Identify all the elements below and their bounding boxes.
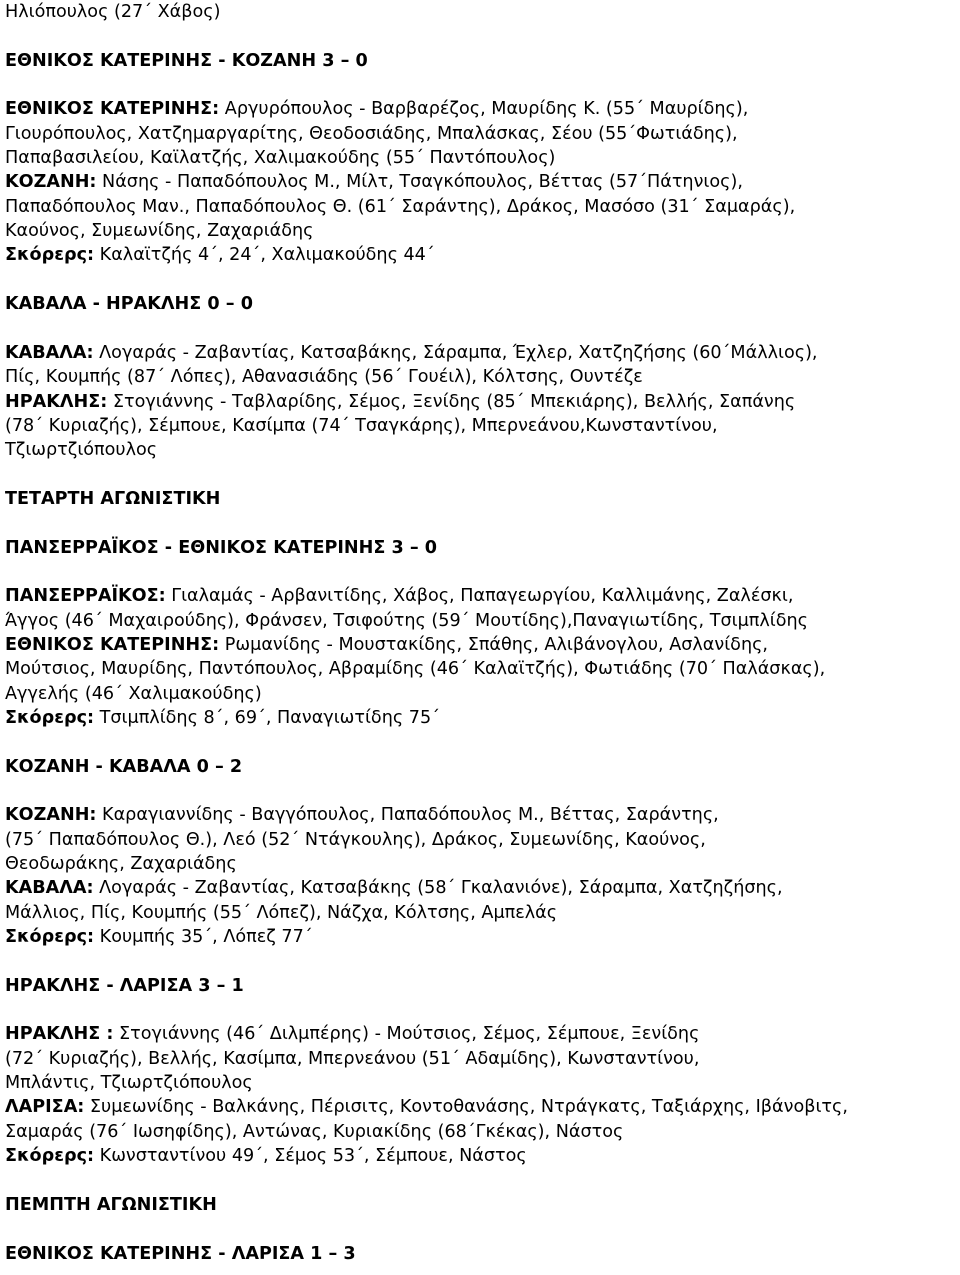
lineup-text: Νάσης - Παπαδόπουλος Μ., Μίλτ, Τσαγκόπουλος, Βέττας (57΄Πάτηνιος), <box>96 172 743 193</box>
scorers-line <box>5 243 952 267</box>
team-label: ΗΡΑΚΛΗΣ : <box>5 1024 114 1045</box>
match-title: ΕΘΝΙΚΟΣ ΚΑΤΕΡΙΝΗΣ - ΚΟΖΑΝΗ 3 – 0 <box>5 50 368 71</box>
lineup-text: Άγγος (46΄ Μαχαιρούδης), Φράνσεν, Τσιφούτης (59΄ Μουτίδης),Παναγιωτίδης, Τσιμπλίδης <box>5 610 808 631</box>
lineup-text: Αγγελής (46΄ Χαλιμακούδης) <box>5 683 262 704</box>
team-lineup-line <box>5 633 952 657</box>
scorers-label: Σκόρερς: <box>5 1146 95 1167</box>
team-label: ΚΑΒΑΛΑ: <box>5 342 94 363</box>
lineup-text: Καραγιαννίδης - Βαγγόπουλος, Παπαδόπουλος Μ., Βέττας, Σαράντης, <box>96 805 719 826</box>
match-title: ΠΑΝΣΕΡΡΑΪΚΟΣ - ΕΘΝΙΚΟΣ ΚΑΤΕΡΙΝΗΣ 3 – 0 <box>5 537 438 558</box>
scorers-text: Κουμπής 35΄, Λόπεζ 77΄ <box>94 927 313 948</box>
scorers-label: Σκόρερς: <box>5 927 95 948</box>
round-heading: ΤΕΤΑΡΤΗ ΑΓΩΝΙΣΤΙΚΗ <box>5 488 221 509</box>
lineup-text: Καούνος, Συμεωνίδης, Ζαχαριάδης <box>5 221 314 242</box>
lineup-text: Γιουρόπουλος, Χατζημαργαρίτης, Θεοδοσιάδης, Μπαλάσκας, Σέου (55΄Φωτιάδης), <box>5 123 738 144</box>
team-lineup-line <box>5 1095 952 1119</box>
scorers-label: Σκόρερς: <box>5 707 95 728</box>
lineup-text: Λογαράς - Ζαβαντίας, Κατσαβάκης (58΄ Γκαλανιόνε), Σάραμπα, Χατζηζήσης, <box>93 878 783 899</box>
team-lineup-line <box>5 97 952 121</box>
team-label: ΚΑΒΑΛΑ: <box>5 878 94 899</box>
lineup-text: Μπλάντις, Τζιωρτζιόπουλος <box>5 1073 253 1094</box>
lineup-text: Πίς, Κουμπής (87΄ Λόπες), Αθανασιάδης (56΄ Γουέιλ), Κόλτσης, Ουντέζε <box>5 367 643 388</box>
lineup-text: Στογιάννης - Ταβλαρίδης, Σέμος, Ξενίδης (85΄ Μπεκιάρης), Βελλής, Σαπάνης <box>107 391 796 412</box>
lineup-text: (75΄ Παπαδόπουλος Θ.), Λεό (52΄ Ντάγκουλης), Δράκος, Συμεωνίδης, Καούνος, <box>5 829 706 850</box>
scorers-label: Σκόρερς: <box>5 245 95 266</box>
team-lineup-line <box>5 876 952 900</box>
team-lineup-line <box>5 390 952 414</box>
team-label: ΛΑΡΙΣΑ: <box>5 1097 85 1118</box>
lineup-text: Μάλλιος, Πίς, Κουμπής (55΄ Λόπεζ), Νάζχα, Κόλτσης, Αμπελάς <box>5 902 558 923</box>
lineup-text: Ηλιόπουλος (27΄ Χάβος) <box>5 2 221 22</box>
lineup-text: Αργυρόπουλος - Βαρβαρέζος, Μαυρίδης Κ. (55΄ Μαυρίδης), <box>219 99 749 120</box>
lineup-text: Σαμαράς (76΄ Ιωσηφίδης), Αντώνας, Κυριακίδης (68΄Γκέκας), Νάστος <box>5 1121 624 1142</box>
team-label: ΠΑΝΣΕΡΡΑΪΚΟΣ: <box>5 586 166 607</box>
lineup-text: Συμεωνίδης - Βαλκάνης, Πέρισιτς, Κοντοθανάσης, Ντράγκατς, Ταξιάρχης, Ιβάνοβιτς, <box>84 1097 848 1118</box>
lineup-text: (78΄ Κυριαζής), Σέμπουε, Κασίμπα (74΄ Τσαγκάρης), Μπερνεάνου,Κωνσταντίνου, <box>5 415 718 436</box>
scorers-text: Κωνσταντίνου 49΄, Σέμος 53΄, Σέμπουε, Νάστος <box>94 1146 527 1167</box>
lineup-text: Λογαράς - Ζαβαντίας, Κατσαβάκης, Σάραμπα, Έχλερ, Χατζηζήσης (60΄Μάλλιος), <box>93 342 818 363</box>
scorers-text: Καλαϊτζής 4΄, 24΄, Χαλιμακούδης 44΄ <box>94 245 435 266</box>
team-label: ΚΟΖΑΝΗ: <box>5 172 97 193</box>
team-lineup-line <box>5 803 952 827</box>
team-lineup-line <box>5 170 952 194</box>
scorers-line <box>5 1144 952 1168</box>
lineup-text: Ρωμανίδης - Μουστακίδης, Σπάθης, Αλιβάνογλου, Ασλανίδης, <box>219 634 769 655</box>
lineup-text: Τζιωρτζιόπουλος <box>5 440 158 461</box>
scorers-text: Τσιμπλίδης 8΄, 69΄, Παναγιωτίδης 75΄ <box>94 707 440 728</box>
team-label: ΕΘΝΙΚΟΣ ΚΑΤΕΡΙΝΗΣ: <box>5 634 220 655</box>
team-label: ΗΡΑΚΛΗΣ: <box>5 391 108 412</box>
lineup-text: Γιαλαμάς - Αρβανιτίδης, Χάβος, Παπαγεωργίου, Καλλιμάνης, Ζαλέσκι, <box>165 586 794 607</box>
scorers-line <box>5 706 952 730</box>
lineup-text: Παπαδόπουλος Μαν., Παπαδόπουλος Θ. (61΄ Σαράντης), Δράκος, Μασόσο (31΄ Σαμαράς), <box>5 196 796 217</box>
match-title: ΚΟΖΑΝΗ - ΚΑΒΑΛΑ 0 – 2 <box>5 756 243 777</box>
lineup-text: Στογιάννης (46΄ Διλμπέρης) - Μούτσιος, Σέμος, Σέμπουε, Ξενίδης <box>113 1024 700 1045</box>
match-title: ΕΘΝΙΚΟΣ ΚΑΤΕΡΙΝΗΣ - ΛΑΡΙΣΑ 1 – 3 <box>5 1243 356 1264</box>
team-lineup-line <box>5 584 952 608</box>
scorers-line <box>5 925 952 949</box>
match-title: ΗΡΑΚΛΗΣ - ΛΑΡΙΣΑ 3 – 1 <box>5 975 244 996</box>
match-title: ΚΑΒΑΛΑ - ΗΡΑΚΛΗΣ 0 – 0 <box>5 294 253 315</box>
team-label: ΕΘΝΙΚΟΣ ΚΑΤΕΡΙΝΗΣ: <box>5 99 220 120</box>
round-heading: ΠΕΜΠΤΗ ΑΓΩΝΙΣΤΙΚΗ <box>5 1194 217 1215</box>
lineup-text: Μούτσιος, Μαυρίδης, Παντόπουλος, Αβραμίδης (46΄ Καλαϊτζής), Φωτιάδης (70΄ Παλάσκας), <box>5 659 826 680</box>
lineup-text: Θεοδωράκης, Ζαχαριάδης <box>5 854 237 875</box>
team-label: ΚΟΖΑΝΗ: <box>5 805 97 826</box>
lineup-text: Παπαβασιλείου, Καϊλατζής, Χαλιμακούδης (55΄ Παντόπουλος) <box>5 148 556 169</box>
lineup-text: (72΄ Κυριαζής), Βελλής, Κασίμπα, Μπερνεάνου (51΄ Αδαμίδης), Κωνσταντίνου, <box>5 1048 700 1069</box>
team-lineup-line <box>5 1022 952 1046</box>
team-lineup-line <box>5 341 952 365</box>
